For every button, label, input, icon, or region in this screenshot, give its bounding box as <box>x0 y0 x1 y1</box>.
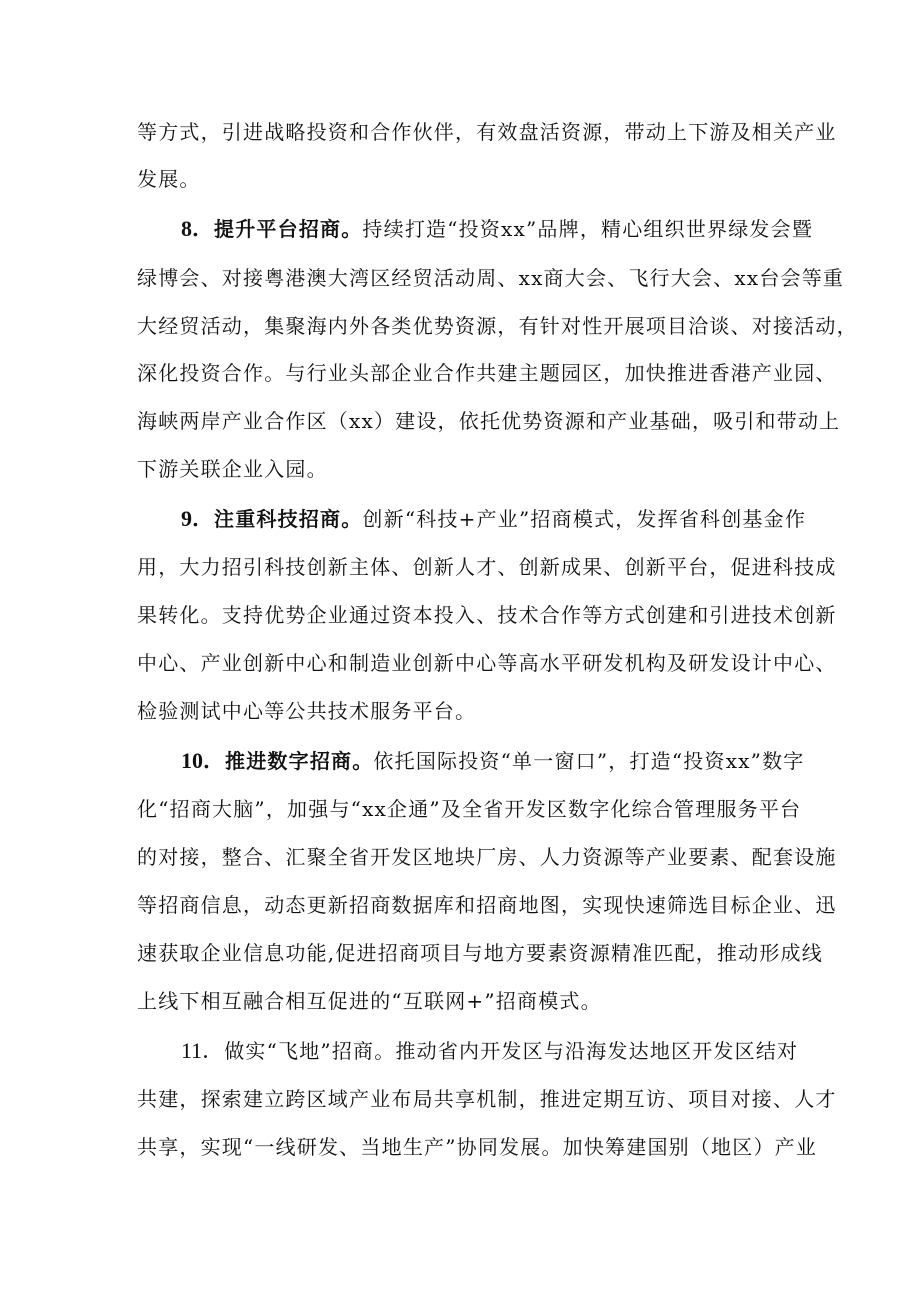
section-heading: 推进数字招商。 <box>225 749 374 773</box>
body-line: 化“招商大脑”，加强与“xx企通”及全省开发区数字化综合管理服务平台 <box>137 797 802 821</box>
section-text: 依托国际投资“单一窗口”，打造“投资xx”数字 <box>373 749 805 773</box>
body-line: 深化投资合作。与行业头部企业合作共建主题园区，加快推进香港产业园、 <box>137 361 837 385</box>
body-line: 海峡两岸产业合作区（xx）建设，依托优势资源和产业基础，吸引和带动上 <box>137 409 841 433</box>
body-line: 上线下相互融合相互促进的“互联网+”招商模式。 <box>137 989 602 1013</box>
body-line: 的对接，整合、汇聚全省开发区地块厂房、人力资源等产业要素、配套设施 <box>137 845 837 869</box>
section-11-first-line <box>181 1037 797 1065</box>
body-line: 速获取企业信息功能,促进招商项目与地方要素资源精准匹配，推动形成线 <box>137 941 823 965</box>
section-8-first-line <box>181 215 814 243</box>
section-text: 创新“科技+产业”招商模式，发挥省科创基金作 <box>362 507 807 531</box>
section-number: 11． <box>181 1038 225 1063</box>
section-heading: 提升平台招商。 <box>214 217 363 241</box>
section-number: 8． <box>181 216 215 241</box>
section-9-first-line <box>181 505 807 533</box>
section-text: 推动省内开发区与沿海发达地区开发区结对 <box>395 1039 799 1063</box>
section-text: 持续打造“投资xx”品牌，精心组织世界绿发会暨 <box>362 217 814 241</box>
body-line: 绿博会、对接粤港澳大湾区经贸活动周、xx商大会、飞行大会、xx台会等重 <box>137 266 845 290</box>
body-line: 等方式，引进战略投资和合作伙伴，有效盘活资源，带动上下游及相关产业 <box>137 120 837 144</box>
body-line: 共享，实现“一线研发、当地生产”协同发展。加快筹建国别（地区）产业 <box>137 1135 818 1159</box>
section-heading: 做实“飞地”招商。 <box>224 1039 396 1063</box>
body-line: 共建，探索建立跨区域产业布局共享机制，推进定期互访、项目对接、人才 <box>137 1087 837 1111</box>
body-line: 等招商信息，动态更新招商数据库和招商地图，实现快速筛选目标企业、迅 <box>137 893 837 917</box>
body-line: 中心、产业创新中心和制造业创新中心等高水平研发机构及研发设计中心、 <box>137 651 837 675</box>
section-number: 10． <box>181 748 226 773</box>
body-line: 用，大力招引科技创新主体、创新人才、创新成果、创新平台，促进科技成 <box>137 555 837 579</box>
body-line: 果转化。支持优势企业通过资本投入、技术合作等方式创建和引进技术创新 <box>137 603 837 627</box>
section-number: 9． <box>181 506 215 531</box>
body-line: 大经贸活动，集聚海内外各类优势资源，有针对性开展项目洽谈、对接活动， <box>137 314 858 338</box>
section-heading: 注重科技招商。 <box>214 507 363 531</box>
body-line: 检验测试中心等公共技术服务平台。 <box>137 699 477 723</box>
body-line: 下游关联企业入园。 <box>137 457 328 481</box>
section-10-first-line <box>181 747 805 775</box>
body-line: 发展。 <box>137 167 201 191</box>
